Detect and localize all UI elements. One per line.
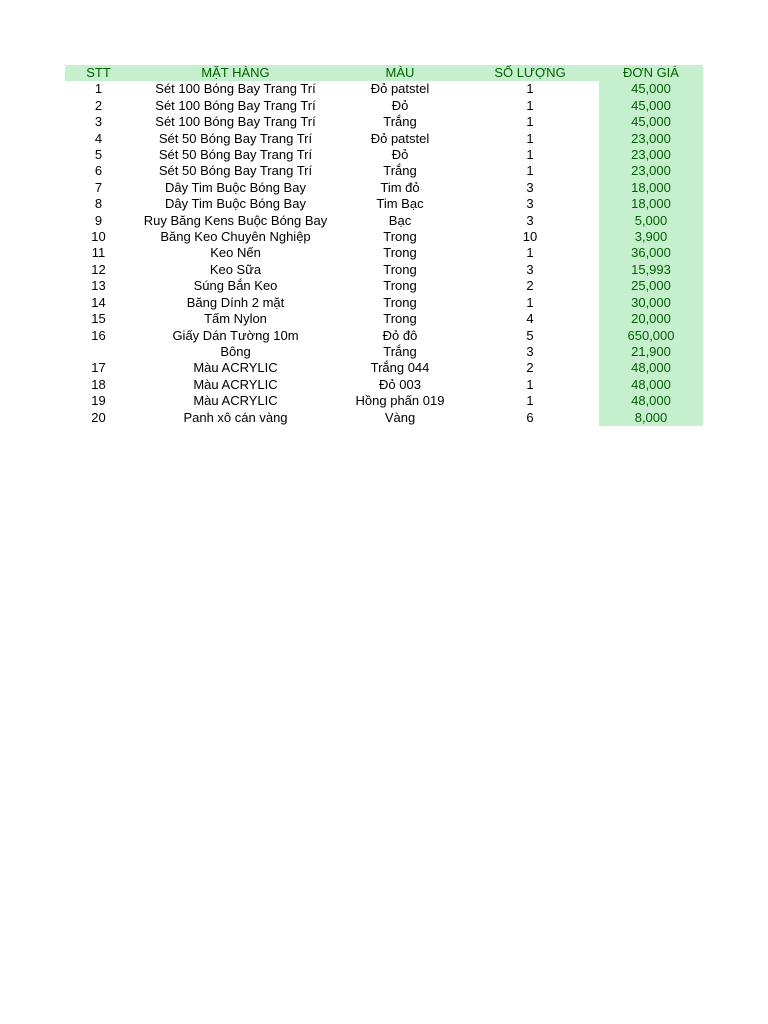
spreadsheet-page <box>65 65 703 426</box>
cell-stt: 13 <box>91 278 106 294</box>
cell-unit-price: 21,900 <box>599 344 703 360</box>
cell-stt: 18 <box>91 376 106 392</box>
cell-stt: 1 <box>94 81 103 97</box>
cell-quantity: 10 <box>522 229 538 245</box>
table-row <box>65 196 703 212</box>
table-row <box>65 229 703 245</box>
cell-item: Keo Nến <box>210 245 261 261</box>
cell-stt: 19 <box>91 393 106 409</box>
cell-color: Đỏ đô <box>382 327 418 343</box>
cell-color: Trắng <box>383 163 417 179</box>
cell-item: Sét 100 Bóng Bay Trang Trí <box>155 114 316 130</box>
cell-item: Dây Tim Buộc Bóng Bay <box>165 179 306 195</box>
cell-stt <box>65 344 132 360</box>
cell-unit-price: 45,000 <box>599 114 703 130</box>
cell-item: Súng Bắn Keo <box>193 278 278 294</box>
cell-quantity: 1 <box>526 245 534 261</box>
cell-item: Panh xô cán vàng <box>183 409 288 425</box>
table-row <box>65 213 703 229</box>
cell-unit-price: 23,000 <box>599 147 703 163</box>
cell-color: Đỏ patstel <box>370 130 430 146</box>
header-unit-price: ĐƠN GIÁ <box>623 65 679 80</box>
table-row <box>65 410 703 426</box>
cell-unit-price: 23,000 <box>599 131 703 147</box>
cell-stt: 6 <box>94 163 103 179</box>
cell-stt: 3 <box>94 114 103 130</box>
cell-item: Keo Sữa <box>209 261 262 277</box>
cell-unit-price: 20,000 <box>599 311 703 327</box>
cell-color: Tim đỏ <box>380 179 420 195</box>
cell-stt: 10 <box>91 229 106 245</box>
cell-unit-price: 48,000 <box>599 377 703 393</box>
cell-unit-price: 650,000 <box>599 328 703 344</box>
cell-quantity: 1 <box>526 147 534 163</box>
header-stt: STT <box>86 65 111 80</box>
cell-unit-price: 45,000 <box>599 98 703 114</box>
table-row <box>65 98 703 114</box>
table-row <box>65 344 703 360</box>
cell-quantity: 1 <box>526 393 534 409</box>
cell-item: Sét 100 Bóng Bay Trang Trí <box>155 97 316 113</box>
cell-color: Trong <box>383 261 417 277</box>
cell-color: Hồng phấn 019 <box>355 393 445 409</box>
cell-quantity: 3 <box>526 212 534 228</box>
cell-stt: 2 <box>94 97 103 113</box>
cell-stt: 20 <box>91 409 106 425</box>
header-item: MẶT HÀNG <box>201 65 270 80</box>
cell-stt: 15 <box>91 311 106 327</box>
header-quantity: SỐ LƯỢNG <box>494 65 566 80</box>
table-row <box>65 311 703 327</box>
cell-item: Dây Tim Buộc Bóng Bay <box>165 196 306 212</box>
cell-quantity: 3 <box>526 343 534 359</box>
table-row <box>65 360 703 376</box>
cell-quantity: 1 <box>526 130 534 146</box>
cell-quantity: 1 <box>526 376 534 392</box>
cell-color: Tim Bạc <box>376 196 424 212</box>
cell-color: Trắng 044 <box>370 360 430 376</box>
cell-stt: 5 <box>94 147 103 163</box>
table-row <box>65 163 703 179</box>
cell-stt: 12 <box>91 261 106 277</box>
table-row <box>65 393 703 409</box>
cell-stt: 17 <box>91 360 106 376</box>
cell-quantity: 1 <box>526 81 534 97</box>
table-row <box>65 81 703 97</box>
cell-color: Trong <box>383 245 417 261</box>
cell-unit-price: 48,000 <box>599 360 703 376</box>
table-row <box>65 245 703 261</box>
cell-unit-price: 18,000 <box>599 196 703 212</box>
cell-item: Ruy Băng Kens Buộc Bóng Bay <box>143 212 328 228</box>
cell-color: Trong <box>383 311 417 327</box>
cell-quantity: 5 <box>526 327 534 343</box>
cell-stt: 7 <box>94 179 103 195</box>
cell-item: Băng Dính 2 mặt <box>186 294 285 310</box>
cell-color: Đỏ <box>391 147 409 163</box>
cell-item: Bông <box>220 343 251 359</box>
cell-quantity: 4 <box>526 311 534 327</box>
cell-quantity: 3 <box>526 196 534 212</box>
cell-item: Màu ACRYLIC <box>193 376 278 392</box>
cell-unit-price: 23,000 <box>599 163 703 179</box>
cell-unit-price: 5,000 <box>599 213 703 229</box>
cell-color: Đỏ patstel <box>370 81 430 97</box>
cell-quantity: 2 <box>526 360 534 376</box>
cell-item: Tấm Nylon <box>204 311 267 327</box>
cell-color: Vàng <box>384 409 416 425</box>
table-row <box>65 114 703 130</box>
table-row <box>65 377 703 393</box>
cell-quantity: 1 <box>526 294 534 310</box>
cell-quantity: 1 <box>526 114 534 130</box>
cell-quantity: 2 <box>526 278 534 294</box>
header-color: MÀU <box>385 65 415 80</box>
header-row <box>65 65 703 81</box>
cell-color: Đỏ <box>391 97 409 113</box>
table-row <box>65 278 703 294</box>
cell-item: Sét 100 Bóng Bay Trang Trí <box>155 81 316 97</box>
cell-stt: 11 <box>91 245 106 261</box>
cell-color: Trắng <box>383 343 417 359</box>
cell-unit-price: 48,000 <box>599 393 703 409</box>
cell-unit-price: 45,000 <box>599 81 703 97</box>
cell-unit-price: 36,000 <box>599 245 703 261</box>
cell-item: Màu ACRYLIC <box>193 393 278 409</box>
cell-item: Sét 50 Bóng Bay Trang Trí <box>158 130 313 146</box>
cell-quantity: 3 <box>526 261 534 277</box>
cell-quantity: 1 <box>526 97 534 113</box>
cell-unit-price: 3,900 <box>599 229 703 245</box>
cell-color: Trong <box>383 294 417 310</box>
table-row <box>65 147 703 163</box>
items-table <box>65 65 703 426</box>
cell-quantity: 6 <box>526 409 534 425</box>
cell-color: Trắng <box>383 114 417 130</box>
cell-quantity: 1 <box>526 163 534 179</box>
cell-color: Đỏ 003 <box>379 376 421 392</box>
cell-item: Màu ACRYLIC <box>193 360 278 376</box>
cell-unit-price: 15,993 <box>599 262 703 278</box>
cell-stt: 9 <box>94 212 103 228</box>
table-row <box>65 180 703 196</box>
cell-unit-price: 25,000 <box>599 278 703 294</box>
cell-stt: 8 <box>94 196 103 212</box>
cell-color: Trong <box>383 278 417 294</box>
table-row <box>65 295 703 311</box>
cell-color: Trong <box>383 229 417 245</box>
cell-stt: 14 <box>91 294 106 310</box>
table-row <box>65 131 703 147</box>
cell-unit-price: 18,000 <box>599 180 703 196</box>
table-row <box>65 262 703 278</box>
cell-item: Sét 50 Bóng Bay Trang Trí <box>158 147 313 163</box>
cell-quantity: 3 <box>526 179 534 195</box>
cell-unit-price: 30,000 <box>599 295 703 311</box>
table-row <box>65 328 703 344</box>
table-body <box>65 81 703 426</box>
cell-item: Giấy Dán Tường 10m <box>172 327 299 343</box>
cell-unit-price: 8,000 <box>599 410 703 426</box>
cell-item: Sét 50 Bóng Bay Trang Trí <box>158 163 313 179</box>
cell-item: Băng Keo Chuyên Nghiệp <box>160 229 311 245</box>
cell-color: Bạc <box>388 212 412 228</box>
cell-stt: 4 <box>94 130 103 146</box>
cell-stt: 16 <box>91 327 106 343</box>
